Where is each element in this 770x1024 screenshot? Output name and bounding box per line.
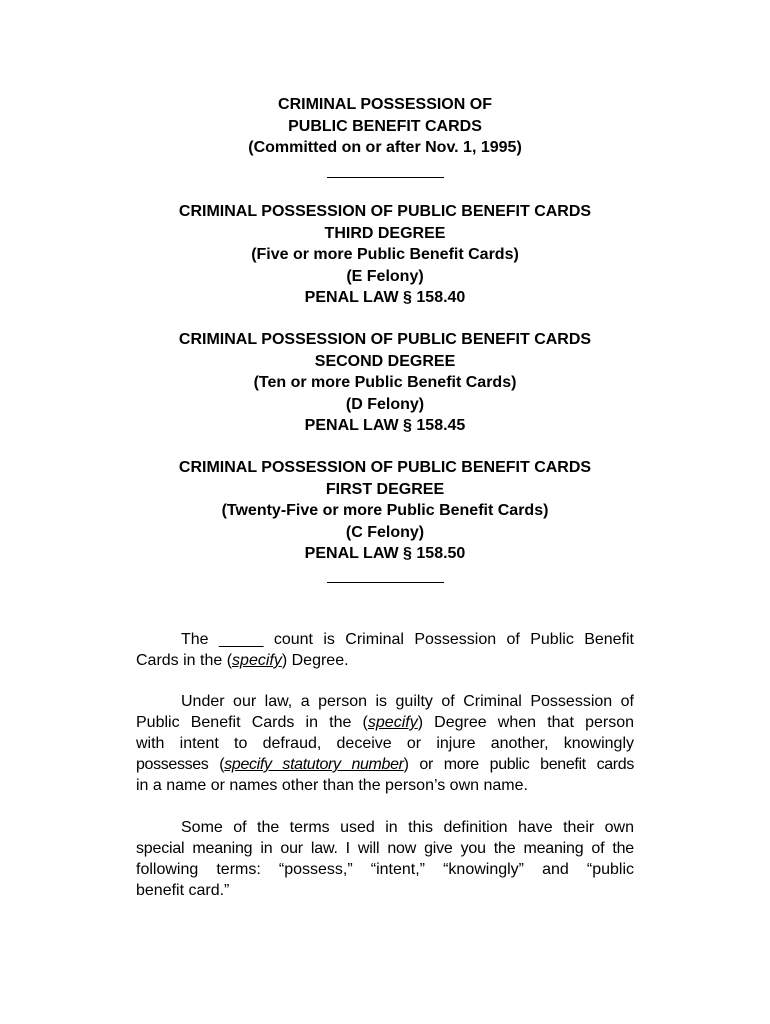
section-felony-class: (E Felony) xyxy=(346,267,424,285)
divider-rule xyxy=(327,177,444,178)
paragraph-count-intro xyxy=(136,629,634,671)
section-name: CRIMINAL POSSESSION OF PUBLIC BENEFIT CARDS xyxy=(178,331,592,348)
section-criterion: (Twenty-Five or more Public Benefit Cards) xyxy=(221,502,549,519)
section-degree: THIRD DEGREE xyxy=(324,224,446,242)
blank-count-field: _____ xyxy=(218,631,264,648)
paragraph-terms-intro xyxy=(136,817,634,901)
paragraph-line: possesses (specify statutory number) or more public benefit cards xyxy=(136,756,634,773)
section-second-degree xyxy=(0,329,770,437)
title-line-3: (Committed on or after Nov. 1, 1995) xyxy=(248,139,522,156)
paragraph-line: Some of the terms used in this definition have their own xyxy=(181,819,634,836)
statutory-number-placeholder: specify statutory number xyxy=(224,756,404,773)
section-statute: PENAL LAW § 158.50 xyxy=(304,545,466,562)
section-third-degree xyxy=(0,201,770,309)
specify-placeholder: specify xyxy=(367,714,418,731)
title-line-2: PUBLIC BENEFIT CARDS xyxy=(288,117,482,135)
section-first-degree xyxy=(0,457,770,565)
section-criterion: (Ten or more Public Benefit Cards) xyxy=(253,374,517,391)
paragraph-line: Under our law, a person is guilty of Criminal Possession of xyxy=(181,693,634,710)
document-title xyxy=(0,94,770,159)
paragraph-line: special meaning in our law. I will now give you the meaning of the xyxy=(136,840,634,857)
section-name: CRIMINAL POSSESSION OF PUBLIC BENEFIT CARDS xyxy=(178,459,592,476)
title-line-1: CRIMINAL POSSESSION OF xyxy=(278,96,492,113)
paragraph-line: The _____ count is Criminal Possession of Public Benefit xyxy=(181,631,634,648)
section-degree: SECOND DEGREE xyxy=(314,352,456,370)
section-felony-class: (D Felony) xyxy=(345,395,425,413)
section-degree: FIRST DEGREE xyxy=(325,480,445,498)
section-statute: PENAL LAW § 158.45 xyxy=(304,417,466,434)
paragraph-line: benefit card.” xyxy=(136,882,230,899)
section-felony-class: (C Felony) xyxy=(345,523,425,541)
section-name: CRIMINAL POSSESSION OF PUBLIC BENEFIT CARDS xyxy=(178,203,592,220)
paragraph-law-definition xyxy=(136,691,634,796)
section-statute: PENAL LAW § 158.40 xyxy=(304,289,466,306)
paragraph-line: with intent to defraud, deceive or injure another, knowingly xyxy=(136,735,634,752)
divider-rule xyxy=(327,582,444,583)
specify-placeholder: specify xyxy=(232,652,282,669)
paragraph-line: following terms: “possess,” “intent,” “knowingly” and “public xyxy=(136,861,634,878)
paragraph-line: Cards in the (specify) Degree. xyxy=(136,652,349,669)
paragraph-line: in a name or names other than the person’s own name. xyxy=(136,777,528,794)
paragraph-line: Public Benefit Cards in the (specify) Degree when that person xyxy=(136,714,634,731)
section-criterion: (Five or more Public Benefit Cards) xyxy=(251,246,519,263)
